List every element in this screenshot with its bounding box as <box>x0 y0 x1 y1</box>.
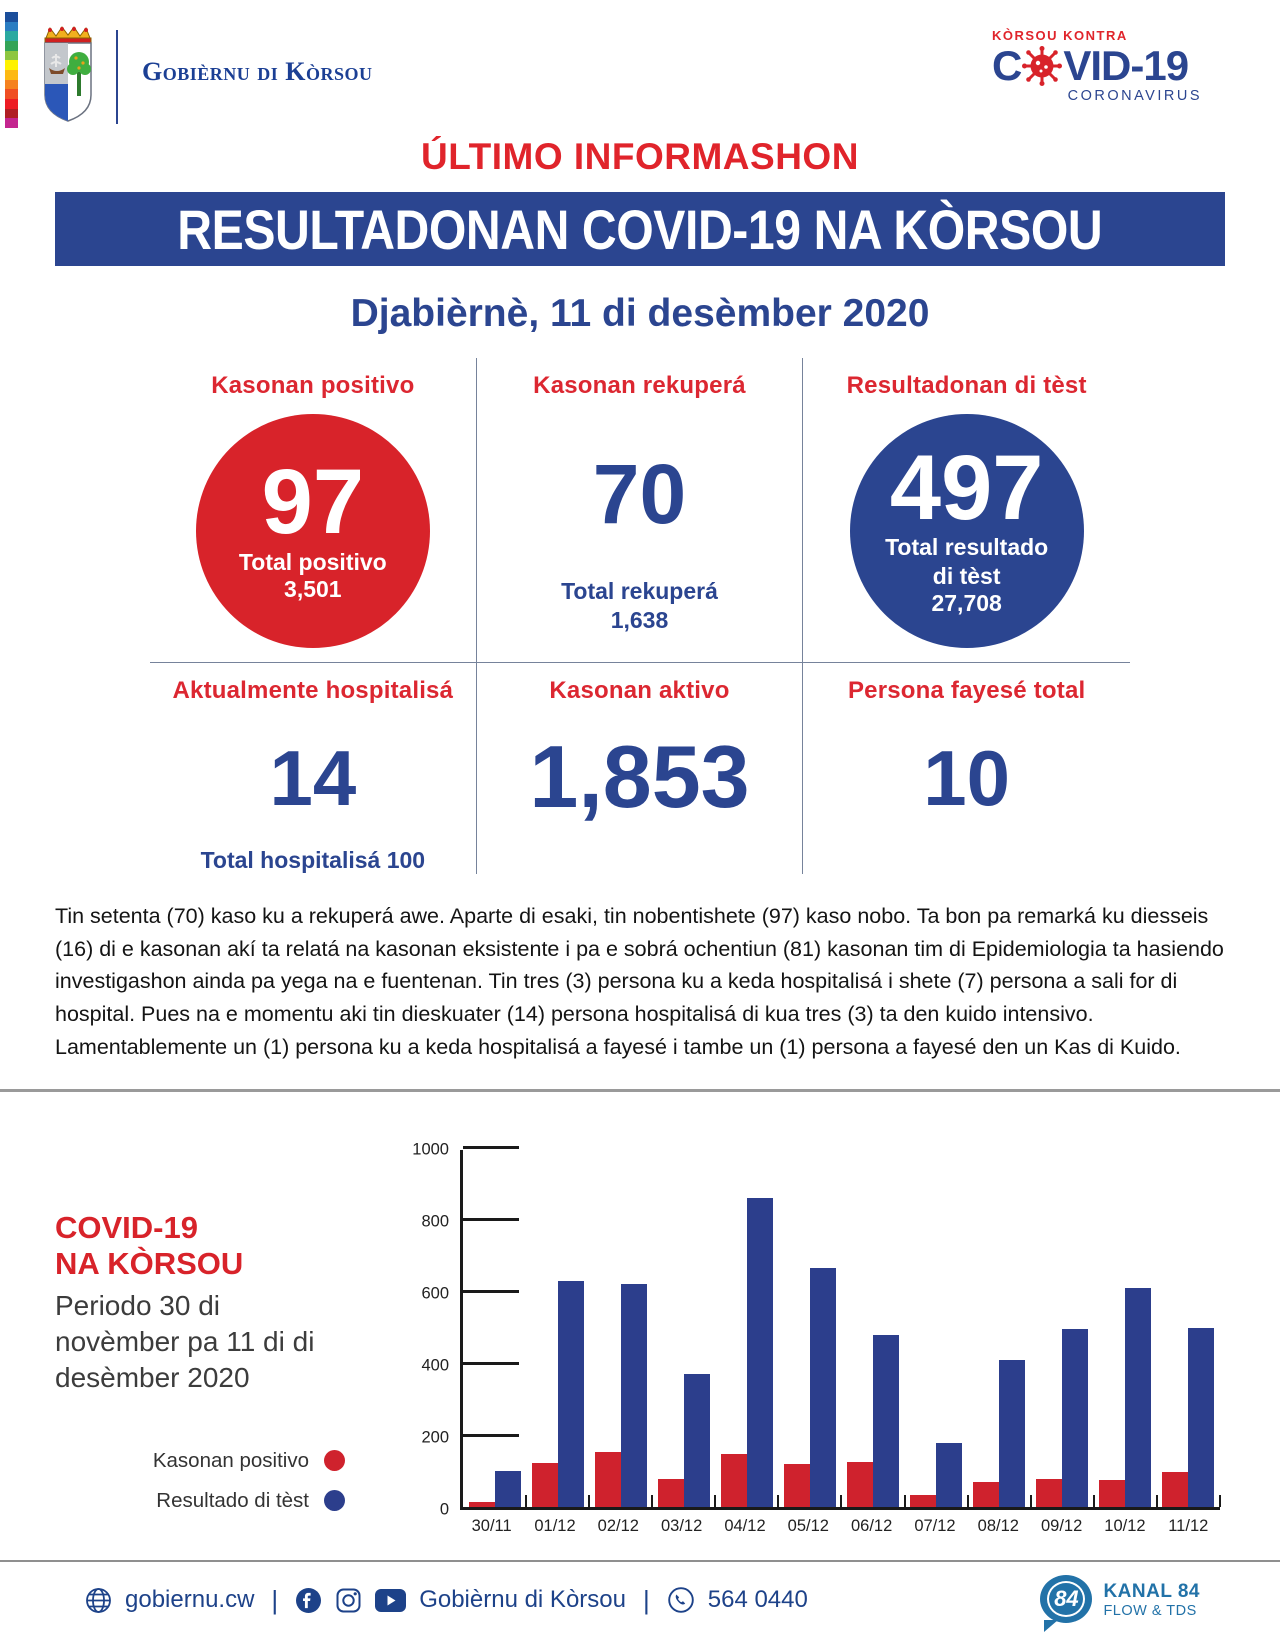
stat-total-label: Total resultado <box>885 534 1049 561</box>
y-axis-tick <box>463 1434 519 1437</box>
bar-chart <box>412 1128 1220 1536</box>
bar-test <box>1062 1329 1088 1507</box>
flag-color-band <box>5 41 18 51</box>
phone-number[interactable]: 564 0440 <box>707 1586 808 1614</box>
y-axis-label: 800 <box>421 1212 449 1231</box>
stat-total-value: 1,638 <box>610 607 669 633</box>
bar-test <box>936 1443 962 1508</box>
x-axis-label: 03/12 <box>661 1517 703 1536</box>
bar-positivo <box>721 1454 747 1507</box>
summary-paragraph: Tin setenta (70) kaso ku a rekuperá awe. Aparte di esaki, tin nobentishete (97) kaso nobo. Ta bon pa remarká ku diesseis (16) di e kasonan akí ta relatá na kasonan eksistente i pa e sobrá ochentiun (81) kasonan tim di Epidemiologia ta hasiendo investigashon ainda pa yega na e fuentenan. Tin tres (3) persona ku a keda hospitalisá i shete (7) persona a sali for di hospital. Pues na e momentu aki tin dieskuater (14) persona hospitalisá di kua tres (3) ta den kuido intensivo. Lamentablemente un (1) persona ku a keda hospitalisá a fayesé i tambe un (1) persona a fayesé den un Kas di Kuido. <box>55 904 1224 1059</box>
main-banner <box>55 192 1225 266</box>
stat-label: Kasonan positivo <box>211 372 415 399</box>
stat-circle-test <box>850 414 1084 648</box>
chart-subtitle: Periodo 30 di novèmber pa 11 di di desèmber 2020 <box>55 1289 315 1394</box>
stat-card-rekupera <box>477 358 804 663</box>
bar-positivo <box>469 1502 495 1507</box>
x-axis-label: 01/12 <box>534 1517 576 1536</box>
bar-test <box>810 1268 836 1507</box>
stat-circle-positivo <box>196 414 430 648</box>
y-axis-label: 1000 <box>412 1140 449 1159</box>
covid-logo-vid19: VID-19 <box>1063 42 1189 89</box>
x-axis-label: 04/12 <box>724 1517 766 1536</box>
bar-positivo <box>1036 1479 1062 1507</box>
x-axis-label: 06/12 <box>850 1517 893 1536</box>
flag-color-band <box>5 12 18 22</box>
bar-group <box>652 1150 715 1507</box>
bar-test <box>558 1281 584 1508</box>
stats-grid <box>150 358 1130 874</box>
kanal84-text <box>1103 1581 1200 1619</box>
chart-section <box>0 1092 1280 1536</box>
bar-positivo <box>973 1482 999 1507</box>
bar-group <box>526 1150 589 1507</box>
kanal84-number: 84 <box>1047 1581 1085 1617</box>
x-axis-label: 09/12 <box>1040 1517 1083 1536</box>
kanal84-name: KANAL 84 <box>1103 1581 1200 1603</box>
chart-title <box>55 1210 355 1281</box>
bar-test <box>747 1198 773 1508</box>
y-axis-label: 200 <box>421 1428 449 1447</box>
rainbow-strip <box>5 12 18 128</box>
stat-total-label: di tèst <box>932 563 1001 590</box>
stat-total-label: Total hospitalisá 100 <box>200 847 426 873</box>
flag-color-band <box>5 80 18 90</box>
virus-icon <box>1022 46 1062 86</box>
stat-total-label: Total rekuperá <box>561 578 718 604</box>
y-axis-tick <box>463 1146 519 1149</box>
flag-color-band <box>5 22 18 32</box>
whatsapp-icon[interactable] <box>667 1586 695 1614</box>
facebook-icon[interactable] <box>295 1587 322 1614</box>
stat-label: Resultadonan di tèst <box>846 372 1087 399</box>
flag-color-band <box>5 70 18 80</box>
bar-test <box>873 1335 899 1507</box>
bar-test <box>1188 1328 1214 1507</box>
stat-value: 14 <box>269 734 357 822</box>
x-axis-label: 05/12 <box>787 1517 829 1536</box>
coat-of-arms <box>34 24 108 126</box>
kanal84-logo <box>1040 1575 1200 1625</box>
legend-item <box>55 1489 355 1513</box>
y-axis-label: 400 <box>421 1356 449 1375</box>
chart-info <box>55 1128 355 1536</box>
instagram-icon[interactable] <box>335 1587 362 1614</box>
stat-card-positivo <box>150 358 477 663</box>
x-axis-label: 30/11 <box>471 1517 512 1536</box>
footer <box>0 1560 1280 1638</box>
bar-test <box>999 1360 1025 1508</box>
chart-bars <box>463 1150 1220 1507</box>
stat-label: Persona fayesé total <box>847 677 1086 704</box>
legend-label: Kasonan positivo <box>152 1448 309 1472</box>
youtube-icon[interactable] <box>375 1589 406 1612</box>
chart-plot-area <box>412 1140 1220 1519</box>
covid-logo-c: C <box>992 42 1022 89</box>
stat-total-value: 3,501 <box>284 575 342 602</box>
flag-color-band <box>5 99 18 109</box>
header-divider <box>116 30 118 124</box>
y-axis-label: 600 <box>421 1284 449 1303</box>
kanal84-tagline: FLOW & TDS <box>1103 1603 1197 1620</box>
legend-item <box>55 1449 355 1473</box>
bar-group <box>715 1150 778 1507</box>
stat-value: 497 <box>889 436 1044 539</box>
bar-positivo <box>1162 1472 1188 1507</box>
bar-positivo <box>784 1464 810 1507</box>
covid-logo-top-text: KÒRSOU KONTRA <box>992 28 1128 43</box>
x-axis-label: 10/12 <box>1104 1517 1146 1536</box>
stat-card-hospital <box>150 663 477 874</box>
covid19-logo <box>992 28 1202 104</box>
government-name: Gobièrnu di Kòrsou <box>142 57 373 86</box>
x-axis-label: 07/12 <box>914 1517 956 1536</box>
flag-color-band <box>5 60 18 70</box>
chart-legend <box>55 1449 355 1513</box>
flag-color-band <box>5 109 18 119</box>
bar-group <box>589 1150 652 1507</box>
bar-test <box>621 1284 647 1507</box>
bar-group <box>1094 1150 1157 1507</box>
bar-positivo <box>532 1463 558 1507</box>
x-axis-label: 11/12 <box>1168 1517 1209 1536</box>
covid-logo-main-text <box>992 42 1202 89</box>
flag-color-band <box>5 31 18 41</box>
chart-title-line1: COVID-19 <box>55 1210 198 1246</box>
flag-color-band <box>5 51 18 61</box>
y-axis-tick <box>463 1290 519 1293</box>
bar-group <box>778 1150 841 1507</box>
covid-logo-subtext: CORONAVIRUS <box>1067 88 1202 104</box>
header <box>0 0 1280 130</box>
stat-value: 10 <box>923 734 1011 822</box>
footer-separator: | <box>271 1584 279 1615</box>
stat-label: Kasonan rekuperá <box>533 372 746 399</box>
legend-color-dot <box>324 1450 345 1471</box>
bar-group <box>463 1150 526 1507</box>
x-axis-label: 08/12 <box>977 1517 1019 1536</box>
flag-color-band <box>5 118 18 128</box>
y-axis-tick <box>463 1362 519 1365</box>
stat-label: Aktualmente hospitalisá <box>172 677 454 704</box>
stat-card-aktivo <box>477 663 804 874</box>
bar-group <box>1157 1150 1220 1507</box>
bar-group <box>905 1150 968 1507</box>
bar-test <box>495 1471 521 1507</box>
bar-positivo <box>1099 1480 1125 1507</box>
kanal84-bubble-icon <box>1040 1575 1094 1625</box>
bar-group <box>968 1150 1031 1507</box>
bar-test <box>1125 1288 1151 1508</box>
bar-group <box>841 1150 904 1507</box>
stat-card-test <box>803 358 1130 663</box>
flag-color-band <box>5 89 18 99</box>
bar-group <box>1031 1150 1094 1507</box>
legend-color-dot <box>324 1490 345 1511</box>
stat-value: 70 <box>592 447 687 541</box>
globe-icon <box>85 1587 112 1614</box>
stat-total-label: Total positivo <box>238 548 387 575</box>
website-link[interactable]: gobiernu.cw <box>125 1586 255 1614</box>
legend-label: Resultado di tèst <box>156 1488 309 1512</box>
bar-positivo <box>595 1452 621 1508</box>
stat-value: 97 <box>261 451 364 554</box>
stat-card-fayese <box>803 663 1130 874</box>
bar-positivo <box>847 1462 873 1507</box>
bar-test <box>684 1374 710 1507</box>
page-title: ÚLTIMO INFORMASHON <box>421 136 859 177</box>
chart-title-line2: NA KÒRSOU <box>55 1246 244 1281</box>
x-axis-label: 02/12 <box>597 1517 639 1536</box>
stat-label: Kasonan aktivo <box>549 677 730 704</box>
bar-positivo <box>658 1479 684 1508</box>
footer-separator: | <box>642 1584 650 1615</box>
main-banner-text: RESULTADONAN COVID-19 NA KÒRSOU <box>177 197 1103 261</box>
y-axis-tick <box>463 1218 519 1221</box>
date-heading: Djabièrnè, 11 di desèmber 2020 <box>350 292 930 335</box>
chart-x-axis-labels <box>460 1517 1220 1536</box>
y-axis-label: 0 <box>439 1500 449 1519</box>
bar-positivo <box>910 1495 936 1508</box>
stat-value: 1,853 <box>529 727 750 826</box>
social-account-name[interactable]: Gobièrnu di Kòrsou <box>419 1586 626 1614</box>
stat-total-value: 27,708 <box>931 590 1002 617</box>
